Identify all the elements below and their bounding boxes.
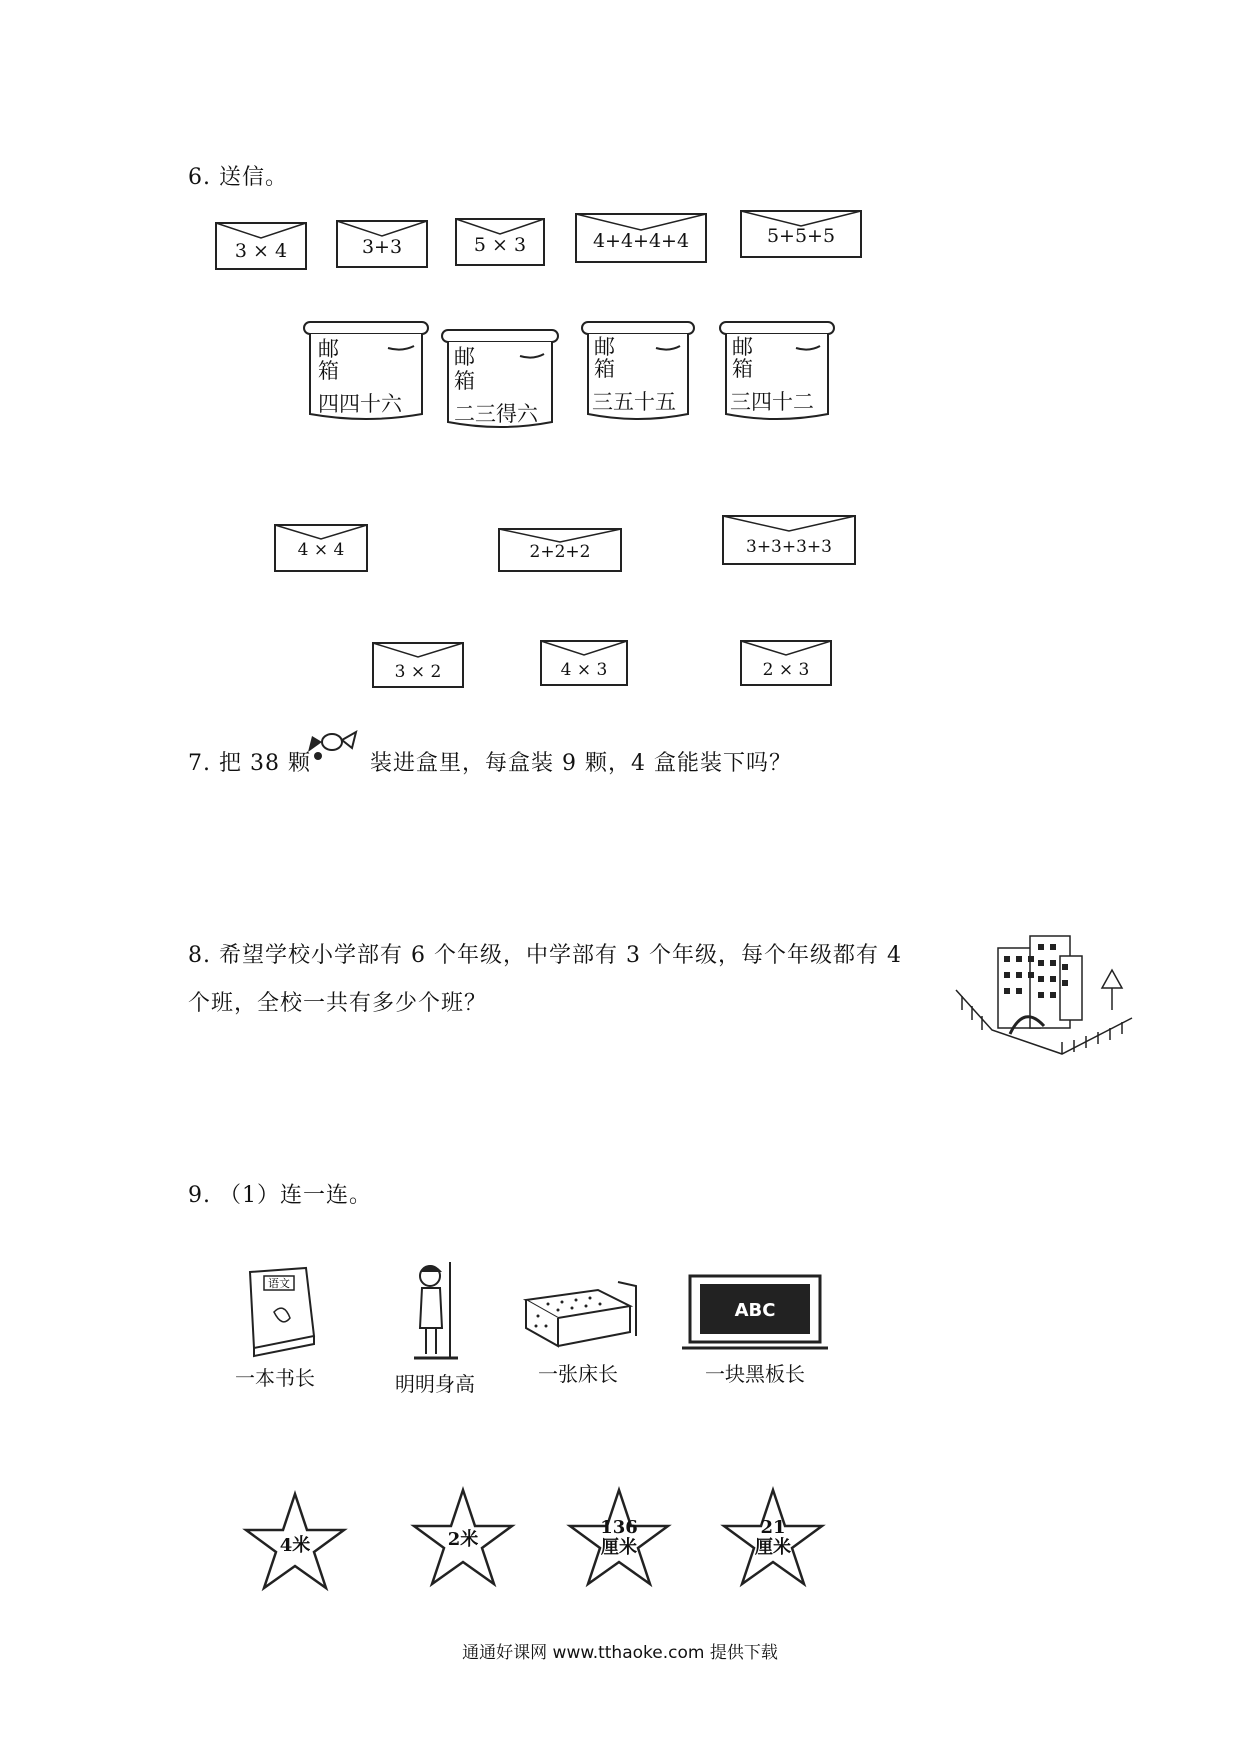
item-label: 一本书长 [235, 1366, 315, 1390]
envelope-label: 2 × 3 [762, 660, 810, 680]
envelope[interactable] [372, 642, 464, 688]
envelope[interactable] [740, 640, 832, 686]
star-label-unit: 厘米 [755, 1537, 791, 1558]
q7-text-before: 7. 把 38 颗 [188, 751, 311, 776]
envelope[interactable] [215, 222, 307, 270]
envelope[interactable] [540, 640, 628, 686]
mailbox-label-char2: 箱 [318, 359, 339, 383]
blackboard-icon [680, 1268, 830, 1354]
envelope[interactable] [274, 524, 368, 572]
q7-text-after: 装进盒里，每盒装 9 颗，4 盒能装下吗？ [370, 751, 792, 776]
envelope-label: 4+4+4+4 [592, 230, 690, 252]
envelope[interactable] [336, 220, 428, 268]
q8-line2: 个班，全校一共有多少个班？ [188, 991, 488, 1016]
book-icon [230, 1262, 320, 1358]
envelope[interactable] [722, 515, 856, 565]
envelope-label: 3 × 2 [394, 662, 442, 682]
mailbox-label-char2: 箱 [454, 369, 475, 393]
mailbox-label-char1: 邮 [318, 337, 339, 361]
star-label: 2米 [447, 1529, 479, 1550]
mailbox-label-char1: 邮 [454, 345, 475, 369]
envelope-label: 3 × 4 [234, 240, 288, 262]
star-label-unit: 厘米 [601, 1537, 637, 1558]
star-answer[interactable] [564, 1486, 674, 1596]
envelope-label: 3+3 [361, 236, 403, 258]
star-label-number: 21 [760, 1517, 786, 1538]
envelope-label: 5+5+5 [766, 225, 836, 247]
item-label: 一张床长 [538, 1362, 618, 1386]
book-cover-text: 语文 [268, 1277, 290, 1290]
school-building-icon [952, 930, 1144, 1058]
item-bed[interactable] [518, 1270, 638, 1387]
item-mingming[interactable] [370, 1258, 500, 1397]
envelope[interactable] [498, 528, 622, 572]
bed-icon [518, 1270, 638, 1354]
mailbox-label-char1: 邮 [594, 335, 615, 359]
envelope[interactable] [455, 218, 545, 266]
envelope[interactable] [740, 210, 862, 258]
mailbox[interactable] [580, 318, 696, 424]
q6-title: 6. 送信。 [188, 165, 288, 190]
item-blackboard[interactable] [680, 1268, 830, 1387]
envelope-label: 5 × 3 [473, 234, 527, 256]
mailbox-rhyme: 二三得六 [454, 402, 538, 426]
blackboard-text: ABC [734, 1300, 776, 1321]
q8-line1: 8. 希望学校小学部有 6 个年级，中学部有 3 个年级，每个年级都有 4 [188, 943, 902, 968]
mailbox-label-char2: 箱 [732, 357, 753, 381]
mailbox[interactable] [440, 326, 560, 432]
item-label: 一块黑板长 [705, 1362, 805, 1386]
mailbox-rhyme: 三五十五 [592, 390, 676, 414]
envelope-label: 2+2+2 [529, 542, 591, 562]
item-book[interactable] [216, 1262, 334, 1391]
star-label-number: 136 [600, 1517, 638, 1538]
star-answer[interactable] [408, 1486, 518, 1596]
mailbox[interactable] [718, 318, 836, 424]
mailbox-rhyme: 四四十六 [318, 392, 402, 416]
q9-title: 9. （1）连一连。 [188, 1183, 372, 1208]
envelope-label: 4 × 3 [560, 660, 608, 680]
footer-source: 通通好课网 www.tthaoke.com 提供下载 [462, 1643, 778, 1663]
mailbox-rhyme: 三四十二 [730, 390, 814, 414]
star-answer[interactable] [240, 1490, 350, 1600]
star-label: 4米 [279, 1535, 311, 1556]
candy-icon [302, 722, 360, 768]
envelope-label: 4 × 4 [297, 540, 345, 560]
envelope-label: 3+3+3+3 [746, 537, 832, 557]
item-label: 明明身高 [395, 1372, 475, 1396]
girl-height-icon [400, 1258, 470, 1364]
mailbox-label-char2: 箱 [594, 357, 615, 381]
star-answer[interactable] [718, 1486, 828, 1596]
mailbox-label-char1: 邮 [732, 335, 753, 359]
envelope[interactable] [575, 213, 707, 263]
mailbox[interactable] [302, 318, 430, 424]
